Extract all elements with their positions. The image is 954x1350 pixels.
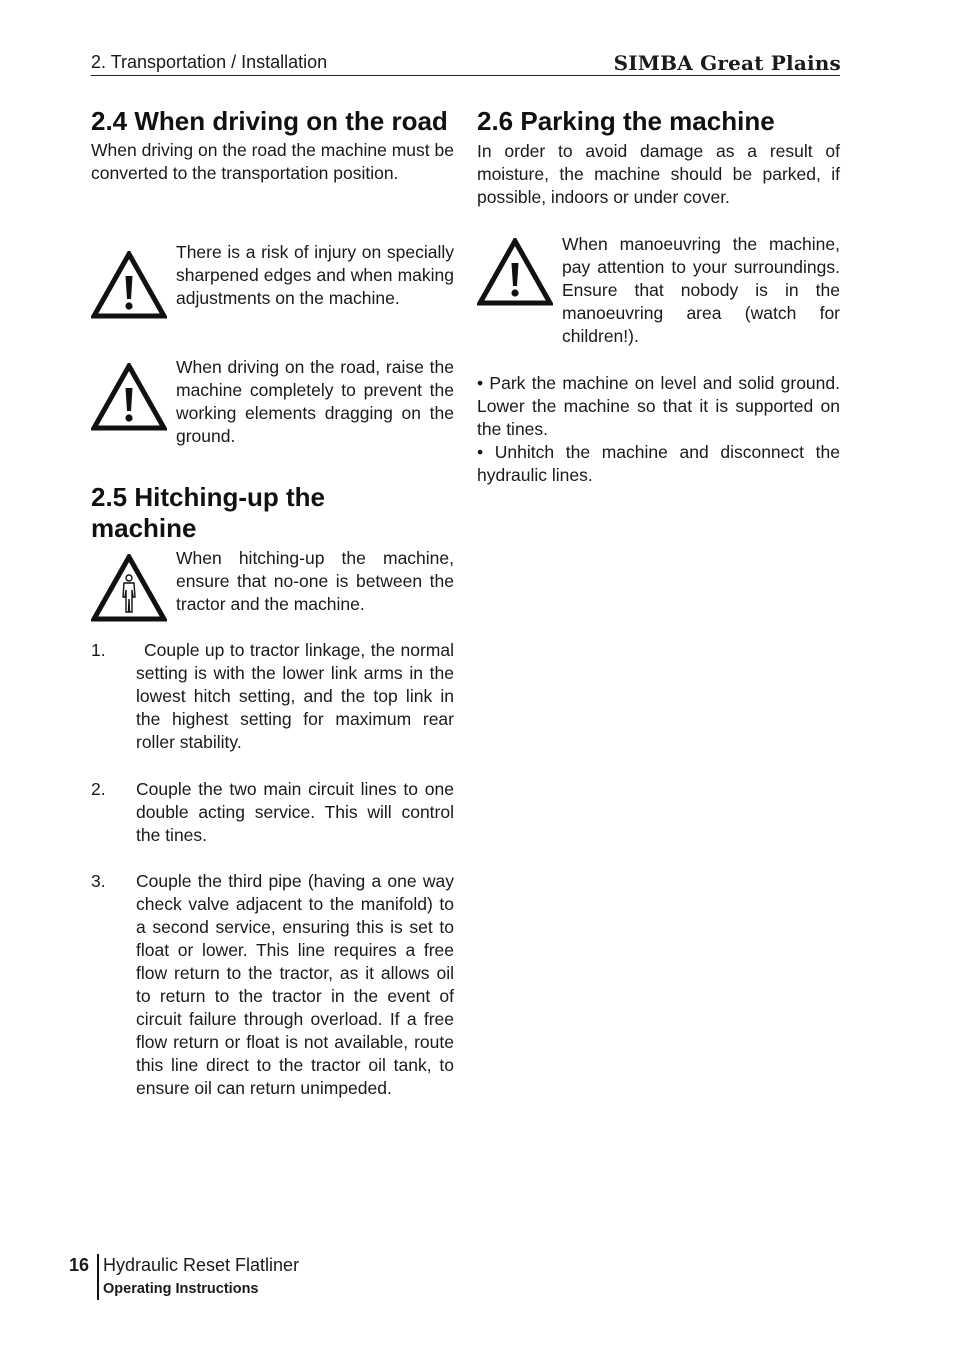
- section-2-5-title: 2.5 Hitching-up the machine: [91, 482, 325, 543]
- header-divider: [91, 75, 840, 76]
- page-number: 16: [69, 1255, 90, 1275]
- warning-triangle-icon: [91, 363, 167, 431]
- section-2-4-intro: When driving on the road the machine must be converted to the transportation position.: [91, 140, 454, 183]
- list-item: [91, 639, 454, 759]
- list-item: [91, 778, 454, 850]
- parking-bullet: • Park the machine on level and solid ground. Lower the machine so that it is supported on the tines.: [477, 373, 840, 439]
- section-2-6: [477, 106, 840, 209]
- list-item-text: Couple the third pipe (having a one way check valve adjacent to the manifold) to a second service, ensuring this is set to float or lower. This line requires a free flow return to the tractor, as it allows oil to return to the tractor in the event of circuit failure through overload. If a free flow return or float is not available, route this line direct to the tractor oil tank, to ensure oil can return unimpeded.: [136, 871, 454, 1098]
- warning-text: There is a risk of injury on specially sharpened edges and when making adjustments on the machine.: [176, 242, 454, 308]
- parking-bullet: • Unhitch the machine and disconnect the hydraulic lines.: [477, 442, 840, 485]
- list-item-text: Couple up to tractor linkage, the normal setting is with the lower link arms in the lowest hitch setting, and the top link in the highest setting for maximum rear roller stability.: [136, 640, 454, 752]
- footer-divider: [97, 1254, 99, 1300]
- section-2-4: [91, 106, 454, 185]
- list-item-text: Couple the two main circuit lines to one double acting service. This will control the tines.: [136, 779, 454, 845]
- manoeuvring-warning-block: [477, 233, 840, 351]
- section-2-4-title: 2.4 When driving on the road: [91, 106, 448, 136]
- hitching-warning-text: When hitching-up the machine, ensure that no-one is between the tractor and the machine.: [176, 548, 454, 614]
- footer-title: Hydraulic Reset Flatliner: [103, 1255, 300, 1275]
- list-item-number: 1.: [91, 640, 106, 660]
- warning-triangle-icon: [91, 251, 167, 319]
- warning-block: [91, 241, 454, 333]
- brand-logo: SIMBA Great Plains: [613, 51, 841, 75]
- hitching-warning-block: [91, 547, 454, 623]
- warning-text: When driving on the road, raise the machine completely to prevent the working elements dragging on the ground.: [176, 357, 454, 446]
- warning-block: [91, 356, 454, 448]
- list-item-number: 2.: [91, 779, 106, 799]
- footer-subtitle: Operating Instructions: [103, 1281, 259, 1297]
- section-2-5: [91, 482, 454, 544]
- list-item: [91, 870, 454, 1130]
- warning-triangle-icon: [477, 238, 553, 306]
- section-2-6-intro: In order to avoid damage as a result of moisture, the machine should be parked, if possible, indoors or under cover.: [477, 141, 840, 207]
- person-hazard-triangle-icon: [91, 554, 167, 622]
- header-section: 2. Transportation / Installation: [91, 52, 328, 72]
- section-2-6-title: 2.6 Parking the machine: [477, 106, 775, 136]
- list-item-number: 3.: [91, 871, 106, 891]
- parking-instructions: [477, 372, 840, 487]
- manoeuvring-warning-text: When manoeuvring the machine, pay attention to your surroundings. Ensure that nobody is in the manoeuvring area (watch for children!).: [562, 234, 840, 346]
